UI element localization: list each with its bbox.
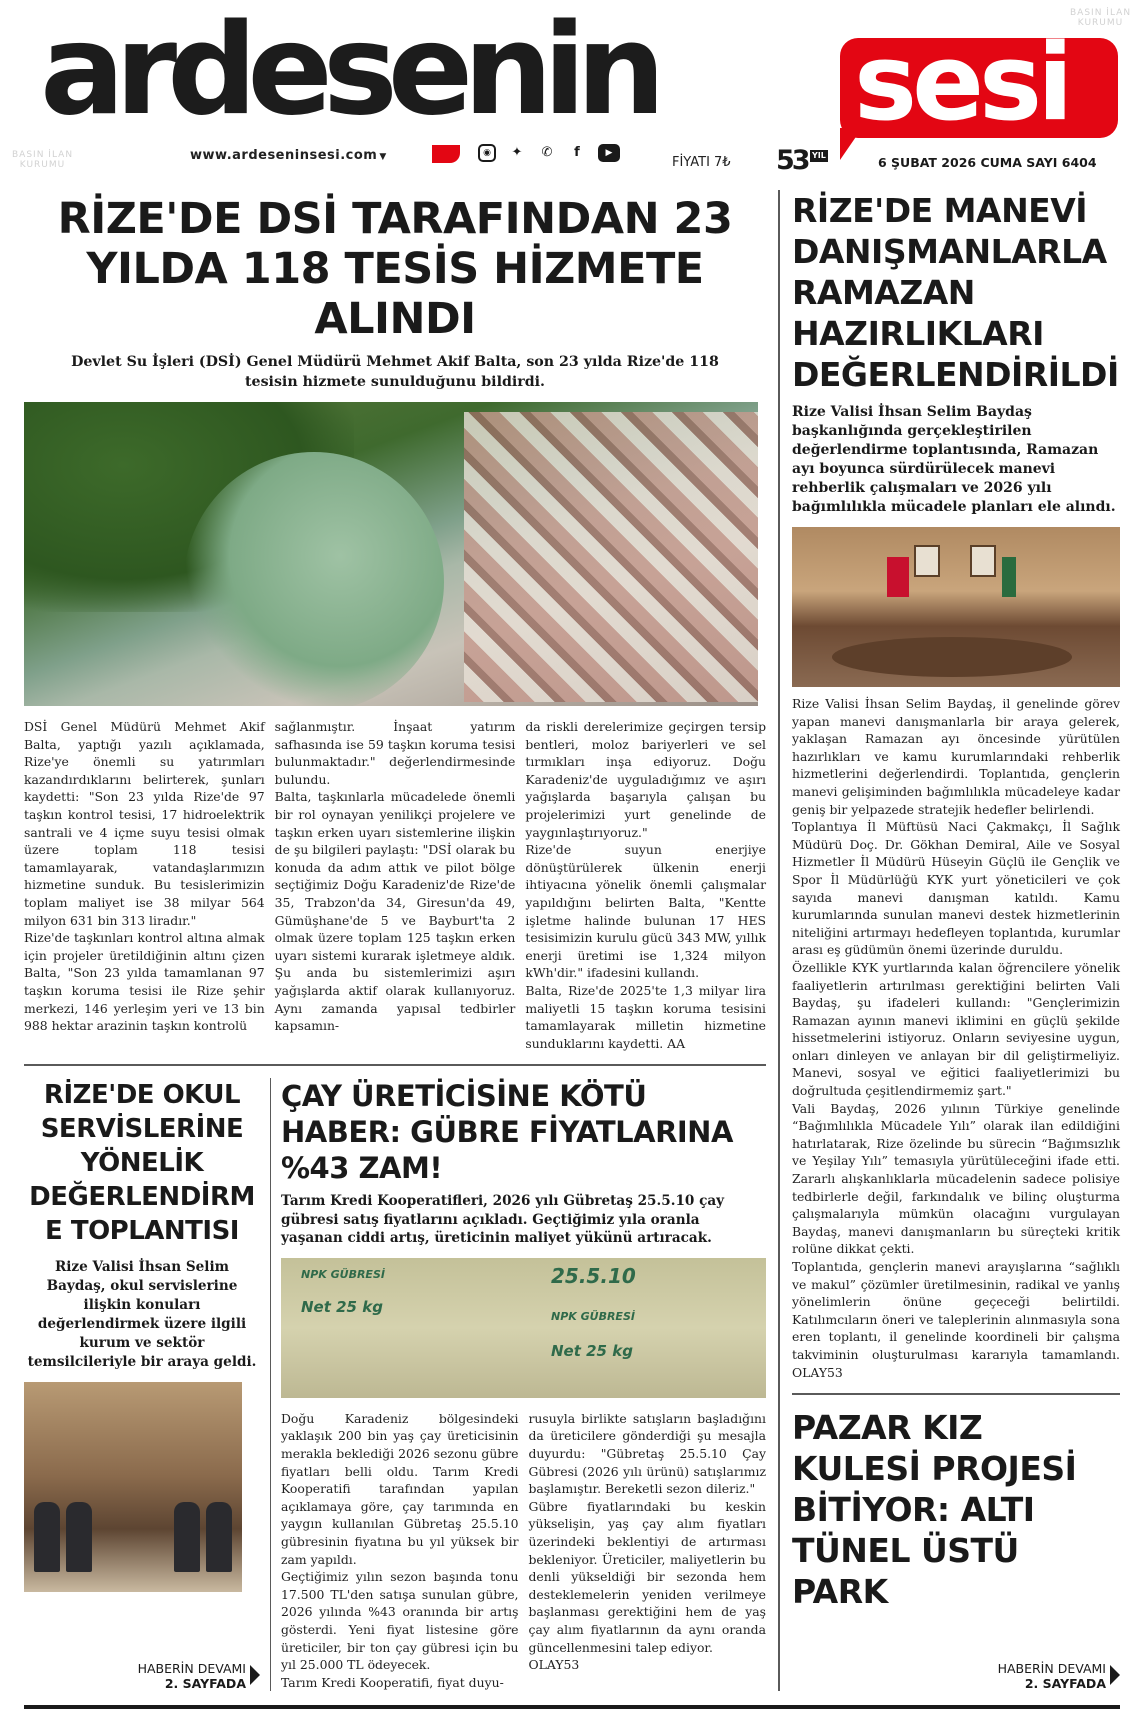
red-accent-tab <box>432 145 460 163</box>
photo-person <box>66 1502 92 1572</box>
main-column-1 <box>24 718 265 1052</box>
bottom-left-photo <box>24 1382 242 1592</box>
paragraph: Rize'de suyun enerjiye dönüştürülerek ülkenin enerji ihtiyacına yönelik önemli çalışmalar yapıldığını belirten Balta, "Kentte işletme halinde bulunan 17 HES tesisimizin kurulu gücü 343 MW, yıllık enerji üretimi ise 1,324 milyon kWh'dir." ifadesini kullandı. <box>525 842 767 981</box>
paragraph: Doğu Karadeniz bölgesindeki yaklaşık 200 bin yaş çay üreticisinin merakla beklediği 2026 sezonu gübre fiyatları belli oldu. Tarım Kredi Kooperatifi tarafından yapılan açıklamaya göre, çay tarımında en yaygın kullanılan Gübretaş 25.5.10 gübresinin fiyatına bu yıl yüksek bir zam yapıldı. <box>281 1410 519 1567</box>
watermark-line: BASIN İLAN <box>1070 8 1132 18</box>
speech-bubble-tail-icon <box>840 128 862 160</box>
paragraph: rusuyla birlikte satışların başladığını da üreticilere gönderdiği şu mesajla duyurdu: "Gübretaş 25.5.10 Çay Gübresi (2026 yılı ürünü) satışlarımız başlamıştır. Bereketli sezon dileriz." <box>528 1410 766 1497</box>
photo-person <box>206 1502 232 1572</box>
bag-weight-text: Net 25 kg <box>301 1297 383 1316</box>
column-divider <box>778 190 780 1691</box>
photo-table <box>832 637 1072 677</box>
bottom-left-spot: Rize Valisi İhsan Selim Baydaş, okul servislerine ilişkin konuları değerlendirmek üzere ilgili kurum ve sektör temsilcileriyle bir araya geldi. <box>27 1259 257 1371</box>
price-label: FİYATI 7₺ <box>672 155 731 170</box>
watermark <box>12 150 73 170</box>
continued-page: 2. SAYFADA <box>164 1676 246 1692</box>
whatsapp-icon[interactable]: ✆ <box>541 145 553 160</box>
bottom-center-story <box>281 1078 766 1691</box>
continued-label: HABERİN DEVAMI <box>997 1661 1106 1677</box>
logo-accent-text: sesi <box>854 38 1069 138</box>
bottom-center-column-2 <box>529 1410 767 1692</box>
watermark <box>1070 8 1131 28</box>
photo-town <box>464 412 758 702</box>
masthead <box>0 0 1140 186</box>
anniversary-number: 53 <box>776 145 808 176</box>
photo-portrait <box>970 545 996 577</box>
continued-label: HABERİN DEVAMI <box>137 1661 246 1677</box>
paragraph: Toplantıya İl Müftüsü Naci Çakmakçı, İl Sağlık Müdürü Doç. Dr. Gökhan Demiral, Aile ve Sosyal Hizmetler İl Müdürü Hüseyin Güçlü ile Gençlik ve Spor İl Müdürlüğü KYK yurt yöneticileri ve çok sayıda manevi danışman katıldı. Kamu kurumlarında sunulan manevi destek hizmetlerinin niteliğini artırmayı hedefleyen toplantıda, kurumlar arası eş güdümün önemi üzerinde duruldu. <box>792 819 1120 958</box>
right-spot: Rize Valisi İhsan Selim Baydaş başkanlığında gerçekleştirilen değerlendirme toplantısında, Ramazan ayı boyunca sürdürülecek manevi rehberlik çalışmaları ve 2026 yılı bağımlılıkla mücadele planları ele alındı. <box>792 404 1116 515</box>
bottom-right-story <box>792 1407 1120 1691</box>
main-column-2 <box>275 718 516 1052</box>
twitter-icon[interactable]: ✦ <box>511 145 523 160</box>
paragraph: Özellikle KYK yurtlarında kalan öğrencilere yönelik faaliyetlerin artırılması gerektiğini belirten Vali Baydaş, şu ifadeleri kullandı: "Gençlerimizin Ramazan ayının manevi iklimini en güçlü şekilde hissetmelerini istiyoruz. Onların seviyesine uygun, onları dinleyen ve anlayan bir dil geliştirmeliyiz. Manevi, sosyal ve eğitici faaliyetlerimizi bu doğrultuda çeşitlendirmemiz şart." <box>792 959 1120 1099</box>
bottom-center-spot: Tarım Kredi Kooperatifleri, 2026 yılı Gübretaş 25.5.10 çay gübresi satış fiyatlarını açıkladı. Geçtiğimiz yıla oranla yaşanan ciddi artış, üreticinin maliyet yükünü artıracak. <box>281 1193 725 1247</box>
paragraph: Vali Baydaş, 2026 yılının Türkiye genelinde “Bağımlılıkla Mücadele Yılı” olarak ilan edildiğini hatırlatarak, Rize özelinde bu sürecin “Bağımsızlık ve Yeşilay Yılı” temasıyla yürütüleceğini ifade etti. Zararlı alışkanlıklarla mücadelenin sadece polisiye tedbirlerle değil, farkındalık ve bilinç oluşturma çalışmalarıyla mümkün olacağını vurgulayan Baydaş, manevi danışmanların bu süreçteki kritik rolüne dikkat çekti. <box>792 1100 1120 1257</box>
bottom-right-headline[interactable]: PAZAR KIZ KULESİ PROJESİ BİTİYOR: ALTI TÜNEL ÜSTÜ PARK <box>792 1408 1077 1612</box>
column-divider <box>270 1078 271 1691</box>
facebook-icon[interactable]: f <box>574 145 580 160</box>
arrow-right-icon <box>250 1665 260 1685</box>
bottom-center-columns <box>281 1410 766 1692</box>
right-photo <box>792 527 1120 687</box>
photo-river <box>184 452 444 706</box>
issue-info: 6 ŞUBAT 2026 CUMA SAYI 6404 <box>878 155 1097 170</box>
main-columns <box>24 718 766 1052</box>
spacer <box>792 1612 1120 1651</box>
cursor-icon: ▼ <box>379 152 387 162</box>
paragraph: Tarım Kredi Kooperatifi, fiyat duyu- <box>281 1674 504 1690</box>
paragraph: DSİ Genel Müdürü Mehmet Akif Balta, yaptığı yazılı açıklamada, Rize'ye önemli su yatırımları kazandırdıklarını belirterek, şunları kaydetti: "Son 23 yılda Rize'de 97 taşkın kontrol tesisi, 17 hidroelektrik santrali ve 4 içme suyu tesisi olmak üzere toplam 118 tesisi tamamlayarak, vatandaşlarımızın hizmetine sunduk. Bu tesislerimizin toplam maliyet ise 38 milyar 564 milyon 631 bin 313 liradır." <box>24 719 265 928</box>
bottom-left-band <box>24 1078 766 1691</box>
paragraph: Rize'de taşkınları kontrol altına almak için projeler üretildiğinin altını çizen Balta, "Son 23 yılda tamamlanan 97 taşkın koruma tesisi ile Rize şehir merkezi, 146 yerleşim yeri ve 13 bin 988 hektar arazinin taşkın kontrolü <box>24 930 265 1034</box>
photo-portrait <box>914 545 940 577</box>
right-headline[interactable]: RİZE'DE MANEVİ DANIŞMANLARLA RAMAZAN HAZIRLIKLARI DEĞERLENDİRİLDİ <box>792 191 1119 394</box>
bottom-left-headline[interactable]: RİZE'DE OKUL SERVİSLERİNE YÖNELİK DEĞERLENDİRME TOPLANTISI <box>29 1080 255 1247</box>
main-column-3 <box>525 718 766 1052</box>
paragraph: Toplantıda, gençlerin manevi arayışlarına “sağlıklı ve makul” çözümler üretilmesinin, radikal ve yanlış yönelimlerin önüne geçeceği belirtildi. Katılımcıların öneri ve taleplerinin alınmasıyla sona eren toplantı, il genelinde koordineli bir çalışma takviminin oluşturulması kararıyla tamamlandı. OLAY53 <box>792 1259 1120 1380</box>
instagram-icon[interactable]: ◉ <box>478 144 496 162</box>
section-divider <box>24 1064 766 1066</box>
photo-flag <box>887 557 909 597</box>
logo-accent-badge[interactable] <box>840 38 1118 138</box>
paragraph: Balta, taşkınlarla mücadelede önemli bir rol oynayan yenilikçi projelere ve taşkın erken uyarı sistemlerine ilişkin de şu bilgileri paylaştı: "DSİ olarak bu konuda da adım attık ve pilot bölge seçtiğimiz Doğu Karadeniz'de Rize'de 35, Trabzon'da 34, Giresun'da 49, Gümüşhane'de 5 ve Bayburt'ta 2 olmak üzere toplam 125 taşkın erken uyarı sistemi kurarak işletmeye aldık. Şu anda bu sistemlerimizi aşırı yağışlarda aktif olarak kullanıyoruz. Aynı zamanda yapısal tedbirler kapsamın- <box>274 789 516 1034</box>
right-column-stack <box>792 190 1120 1691</box>
main-photo <box>24 402 758 706</box>
anniversary-unit: YIL <box>812 151 826 160</box>
continued-link[interactable] <box>998 1661 1106 1691</box>
section-divider <box>792 1393 1120 1395</box>
paragraph: da riskli derelerimize geçirgen tersip bentleri, moloz bariyerleri ve sel tırmıkları inşa ediyoruz. Doğu Karadeniz'de uyguladığımız ve aşırı yağışlarda başarıyla çalışan bu projelerimizi yurt genelinde de yaygınlaştırıyoruz." <box>525 719 767 840</box>
bag-weight-text: Net 25 kg <box>551 1341 633 1360</box>
paragraph: Gübre fiyatlarındaki bu keskin yükselişin, yaş çay alım fiyatları üzerindeki beklentiyi de artırması bekleniyor. Üreticiler, maliyetlerin bu denli yükseldiği bir sezonda hem desteklemelerin yeniden verilmeye başlanması gerektiğini hem de yaş çay alım fiyatlarının da aynı oranda güncellenmesini talep ediyor. <box>528 1498 766 1655</box>
footer-rule <box>24 1705 1120 1709</box>
arrow-right-icon <box>1110 1665 1120 1685</box>
main-headline[interactable]: RİZE'DE DSİ TARAFINDAN 23 YILDA 118 TESİS HİZMETE ALINDI <box>57 194 733 344</box>
watermark-line: KURUMU <box>19 160 66 170</box>
website-url: www.ardeseninsesi.com <box>190 148 378 163</box>
bottom-center-photo <box>281 1258 766 1398</box>
paragraph: OLAY53 <box>528 1657 580 1673</box>
continued-page: 2. SAYFADA <box>1024 1676 1106 1692</box>
right-column <box>792 695 1120 1381</box>
bag-label-text: NPK GÜBRESİ <box>551 1309 635 1323</box>
bag-grade-text: 25.5.10 <box>551 1263 636 1288</box>
right-story <box>792 190 1120 1381</box>
photo-person <box>174 1502 200 1572</box>
continued-link[interactable] <box>138 1661 246 1691</box>
youtube-icon[interactable]: ▶ <box>598 144 620 162</box>
paragraph: sağlanmıştır. İnşaat yatırım safhasında ise 59 taşkın koruma tesisi bulunmaktadır." değerlendirmesinde bulundu. <box>274 719 516 787</box>
main-spot: Devlet Su İşleri (DSİ) Genel Müdürü Mehmet Akif Balta, son 23 yılda Rize'de 118 tesisin hizmete sunulduğunu bildirdi. <box>71 354 719 390</box>
paragraph: Rize Valisi İhsan Selim Baydaş, il genelinde görev yapan manevi danışmanlarla bir araya gelerek, yaklaşan Ramazan ayı öncesinde yürütülen hazırlıkları ve kamu kurumlarındaki rehberlik hizmetlerini değerlendirdi. Toplantıda, gençlerin manevi gelişiminden bağımlılıkla mücadeleye kadar geniş bir yelpazede stratejik hedefler belirlendi. <box>792 696 1120 817</box>
paragraph: Balta, Rize'de 2025'te 1,3 milyar lira maliyetli 15 taşkın koruma tesisini tamamlayarak milletin hizmetine sunduklarını kaydetti. AA <box>525 982 767 1051</box>
main-story <box>24 190 766 1691</box>
watermark-line: KURUMU <box>1077 18 1124 28</box>
top-band <box>0 186 1140 1691</box>
website-link[interactable] <box>190 148 387 163</box>
bag-label-text: NPK GÜBRESİ <box>301 1267 385 1281</box>
photo-flag <box>1002 557 1016 597</box>
social-icons <box>478 144 620 162</box>
bottom-center-headline[interactable]: ÇAY ÜRETİCİSİNE KÖTÜ HABER: GÜBRE FİYATLARINA %43 ZAM! <box>281 1079 733 1186</box>
spacer <box>24 1592 260 1651</box>
bottom-left-story <box>24 1078 260 1691</box>
bottom-center-column-1 <box>281 1410 519 1692</box>
newspaper-logo[interactable]: ardesenin <box>40 0 656 143</box>
photo-person <box>34 1502 60 1572</box>
watermark-line: BASIN İLAN <box>12 150 74 160</box>
paragraph: Geçtiğimiz yılın sezon başında tonu 17.500 TL'den satışa sunulan gübre, 2026 yılında %43 oranında bir artış gösterdi. Yeni fiyat listesine göre üreticiler, bir ton çay gübresi için bu yıl 25.000 TL ödeyecek. <box>281 1569 519 1673</box>
